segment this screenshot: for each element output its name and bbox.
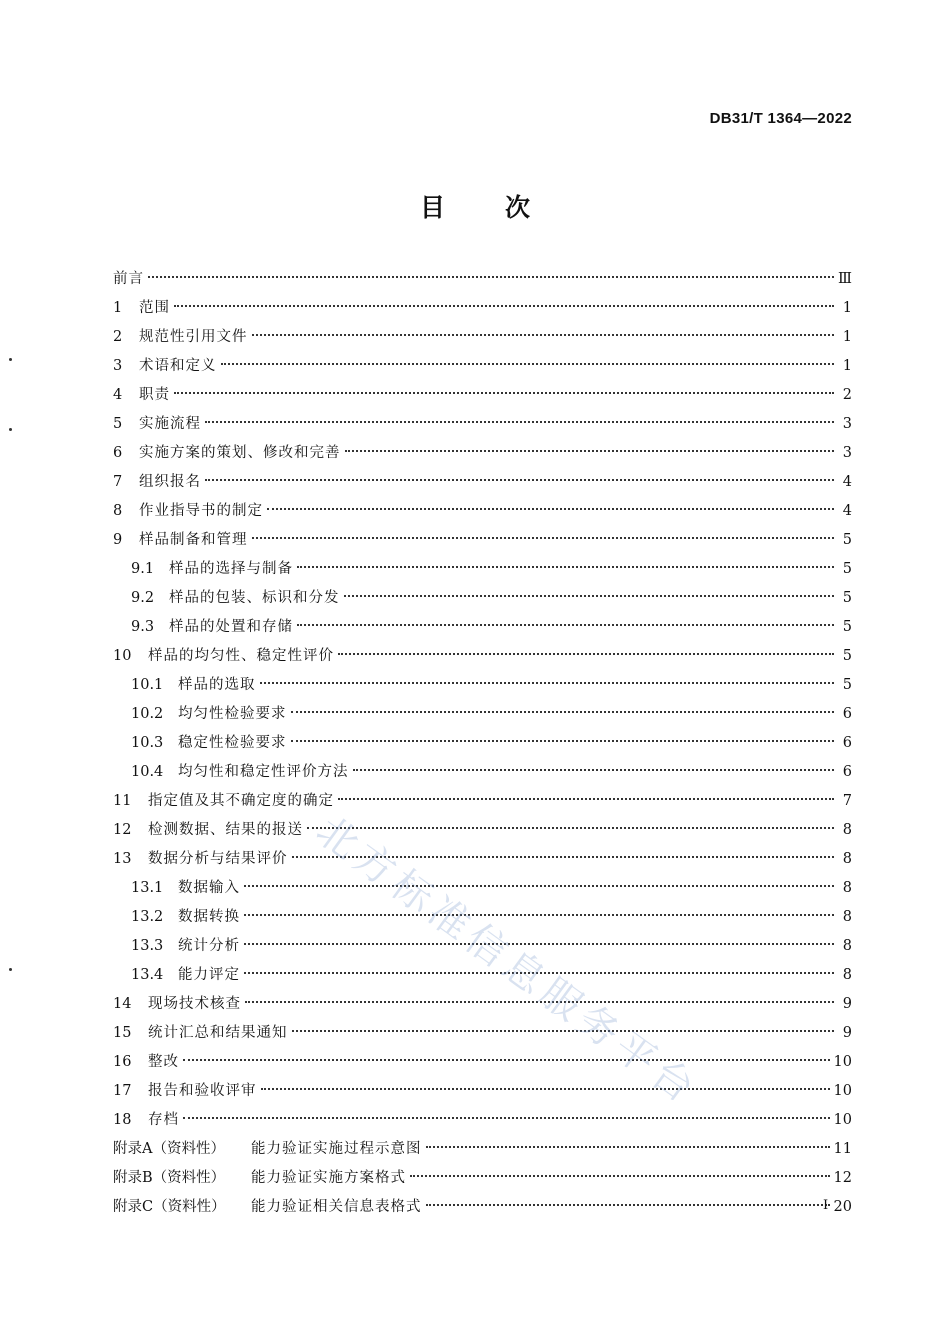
toc-entry[interactable] bbox=[113, 468, 852, 497]
toc-page: 9 bbox=[842, 1025, 852, 1041]
toc-page: 10 bbox=[833, 1112, 852, 1128]
toc-entry-appendix-a[interactable] bbox=[113, 1135, 852, 1164]
toc-entry[interactable] bbox=[113, 874, 852, 903]
toc-entry[interactable] bbox=[113, 642, 852, 671]
toc-label: 样品的选择与制备 bbox=[169, 561, 293, 577]
toc-entry[interactable] bbox=[113, 700, 852, 729]
scan-speck bbox=[9, 358, 12, 361]
toc-entry[interactable] bbox=[113, 816, 852, 845]
toc-entry[interactable] bbox=[113, 845, 852, 874]
toc-entry[interactable] bbox=[113, 381, 852, 410]
toc-entry[interactable] bbox=[113, 584, 852, 613]
toc-page: 3 bbox=[842, 416, 852, 432]
toc-number: 15 bbox=[113, 1025, 132, 1041]
toc-page: 1 bbox=[842, 329, 852, 345]
toc-page: 8 bbox=[842, 851, 852, 867]
toc-entry[interactable] bbox=[113, 410, 852, 439]
toc-page: 12 bbox=[833, 1170, 852, 1186]
toc-number: 18 bbox=[113, 1112, 132, 1128]
toc-entry[interactable] bbox=[113, 729, 852, 758]
toc-page: 1 bbox=[842, 358, 852, 374]
toc-number: 10 bbox=[113, 648, 132, 664]
toc-label: 样品制备和管理 bbox=[139, 532, 248, 548]
toc-number: 8 bbox=[113, 503, 123, 519]
toc-number: 9.3 bbox=[131, 619, 155, 635]
toc-label: 组织报名 bbox=[139, 474, 201, 490]
toc-page: 10 bbox=[833, 1054, 852, 1070]
toc-label: 报告和验收评审 bbox=[148, 1083, 257, 1099]
dot-leader bbox=[297, 566, 834, 568]
page-title bbox=[0, 188, 950, 224]
toc-label: 统计分析 bbox=[178, 938, 240, 954]
toc-label: 实施方案的策划、修改和完善 bbox=[139, 445, 341, 461]
dot-leader bbox=[291, 740, 835, 742]
toc-entry[interactable] bbox=[113, 613, 852, 642]
toc-page: 2 bbox=[842, 387, 852, 403]
toc-label: 指定值及其不确定度的确定 bbox=[148, 793, 334, 809]
dot-leader bbox=[205, 421, 834, 423]
toc-entry[interactable] bbox=[113, 1048, 852, 1077]
toc-number: 16 bbox=[113, 1054, 132, 1070]
toc-page: 20 bbox=[833, 1199, 852, 1215]
toc-entry-foreword[interactable] bbox=[113, 265, 852, 294]
toc-label: 整改 bbox=[148, 1054, 179, 1070]
toc-entry[interactable] bbox=[113, 787, 852, 816]
toc-entry-appendix-b[interactable] bbox=[113, 1164, 852, 1193]
toc-label: 检测数据、结果的报送 bbox=[148, 822, 303, 838]
toc-label: 实施流程 bbox=[139, 416, 201, 432]
toc-label: 样品的选取 bbox=[178, 677, 256, 693]
toc-label: 能力验证实施方案格式 bbox=[251, 1170, 406, 1186]
toc-page: 5 bbox=[842, 590, 852, 606]
toc-page: 8 bbox=[842, 967, 852, 983]
dot-leader bbox=[252, 537, 835, 539]
toc-number: 14 bbox=[113, 996, 132, 1012]
toc-label: 作业指导书的制定 bbox=[139, 503, 263, 519]
dot-leader bbox=[261, 1088, 830, 1090]
watermark: 北方标准信息服务平台 bbox=[307, 807, 707, 1115]
dot-leader bbox=[267, 508, 834, 510]
toc-number: 10.1 bbox=[131, 677, 164, 693]
dot-leader bbox=[148, 276, 834, 278]
toc-label: 样品的均匀性、稳定性评价 bbox=[148, 648, 334, 664]
dot-leader bbox=[244, 914, 834, 916]
dot-leader bbox=[344, 595, 835, 597]
toc-page: 8 bbox=[842, 938, 852, 954]
toc-label: 范围 bbox=[139, 300, 170, 316]
toc-number: 13.1 bbox=[131, 880, 164, 896]
dot-leader bbox=[260, 682, 835, 684]
toc-number: 13 bbox=[113, 851, 132, 867]
toc-entry[interactable] bbox=[113, 294, 852, 323]
toc-label: 均匀性检验要求 bbox=[178, 706, 287, 722]
toc-entry[interactable] bbox=[113, 1077, 852, 1106]
toc-number: 10.4 bbox=[131, 764, 164, 780]
table-of-contents bbox=[113, 265, 852, 1222]
dot-leader bbox=[338, 653, 834, 655]
toc-label: 均匀性和稳定性评价方法 bbox=[178, 764, 349, 780]
toc-label: 稳定性检验要求 bbox=[178, 735, 287, 751]
toc-number: 附录B（资料性） bbox=[113, 1170, 226, 1186]
toc-number: 9.1 bbox=[131, 561, 155, 577]
dot-leader bbox=[297, 624, 834, 626]
toc-entry[interactable] bbox=[113, 352, 852, 381]
dot-leader bbox=[307, 827, 834, 829]
toc-number: 3 bbox=[113, 358, 123, 374]
toc-label: 规范性引用文件 bbox=[139, 329, 248, 345]
title-char-2: 次 bbox=[505, 193, 531, 222]
toc-number: 12 bbox=[113, 822, 132, 838]
toc-label: 能力验证实施过程示意图 bbox=[251, 1141, 422, 1157]
toc-page: 8 bbox=[842, 822, 852, 838]
toc-number: 13.2 bbox=[131, 909, 164, 925]
dot-leader bbox=[426, 1204, 830, 1206]
toc-label: 数据输入 bbox=[178, 880, 240, 896]
toc-number: 4 bbox=[113, 387, 123, 403]
toc-entry-appendix-c[interactable] bbox=[113, 1193, 852, 1222]
toc-entry[interactable] bbox=[113, 497, 852, 526]
dot-leader bbox=[174, 305, 834, 307]
scan-speck bbox=[9, 968, 12, 971]
toc-number: 1 bbox=[113, 300, 123, 316]
dot-leader bbox=[205, 479, 834, 481]
toc-entry[interactable] bbox=[113, 555, 852, 584]
dot-leader bbox=[244, 885, 834, 887]
toc-entry[interactable] bbox=[113, 671, 852, 700]
toc-entry[interactable] bbox=[113, 1106, 852, 1135]
toc-number: 13.4 bbox=[131, 967, 164, 983]
dot-leader bbox=[410, 1175, 830, 1177]
toc-page: 7 bbox=[842, 793, 852, 809]
toc-number: 11 bbox=[113, 793, 132, 809]
toc-number: 10.2 bbox=[131, 706, 164, 722]
toc-number: 17 bbox=[113, 1083, 132, 1099]
dot-leader bbox=[338, 798, 834, 800]
page-number: I bbox=[823, 1198, 829, 1213]
toc-label: 样品的处置和存储 bbox=[169, 619, 293, 635]
toc-label: 数据分析与结果评价 bbox=[148, 851, 288, 867]
toc-label: 能力评定 bbox=[178, 967, 240, 983]
toc-label: 前言 bbox=[113, 271, 144, 287]
dot-leader bbox=[345, 450, 835, 452]
toc-label: 样品的包装、标识和分发 bbox=[169, 590, 340, 606]
toc-entry[interactable] bbox=[113, 439, 852, 468]
toc-number: 9.2 bbox=[131, 590, 155, 606]
toc-page: Ⅲ bbox=[838, 271, 852, 287]
toc-page: 8 bbox=[842, 909, 852, 925]
toc-entry[interactable] bbox=[113, 1019, 852, 1048]
dot-leader bbox=[426, 1146, 830, 1148]
toc-entry[interactable] bbox=[113, 758, 852, 787]
toc-page: 8 bbox=[842, 880, 852, 896]
toc-number: 2 bbox=[113, 329, 123, 345]
toc-label: 术语和定义 bbox=[139, 358, 217, 374]
dot-leader bbox=[174, 392, 834, 394]
toc-number: 10.3 bbox=[131, 735, 164, 751]
toc-label: 现场技术核查 bbox=[148, 996, 241, 1012]
toc-page: 4 bbox=[842, 503, 852, 519]
toc-page: 5 bbox=[842, 561, 852, 577]
toc-number: 5 bbox=[113, 416, 123, 432]
dot-leader bbox=[353, 769, 835, 771]
toc-entry[interactable] bbox=[113, 323, 852, 352]
dot-leader bbox=[291, 711, 835, 713]
toc-label: 存档 bbox=[148, 1112, 179, 1128]
toc-number: 13.3 bbox=[131, 938, 164, 954]
toc-number: 7 bbox=[113, 474, 123, 490]
title-char-1: 目 bbox=[419, 193, 445, 222]
toc-page: 4 bbox=[842, 474, 852, 490]
toc-page: 5 bbox=[842, 532, 852, 548]
toc-entry[interactable] bbox=[113, 526, 852, 555]
toc-label: 统计汇总和结果通知 bbox=[148, 1025, 288, 1041]
scan-speck bbox=[9, 428, 12, 431]
toc-page: 6 bbox=[842, 706, 852, 722]
dot-leader bbox=[221, 363, 835, 365]
dot-leader bbox=[183, 1117, 830, 1119]
toc-number: 6 bbox=[113, 445, 123, 461]
toc-page: 5 bbox=[842, 648, 852, 664]
toc-page: 1 bbox=[842, 300, 852, 316]
toc-page: 6 bbox=[842, 735, 852, 751]
toc-page: 5 bbox=[842, 619, 852, 635]
toc-page: 9 bbox=[842, 996, 852, 1012]
dot-leader bbox=[183, 1059, 830, 1061]
toc-number: 9 bbox=[113, 532, 123, 548]
toc-page: 5 bbox=[842, 677, 852, 693]
toc-page: 3 bbox=[842, 445, 852, 461]
toc-label: 能力验证相关信息表格式 bbox=[251, 1199, 422, 1215]
standard-code: DB31/T 1364—2022 bbox=[709, 110, 852, 127]
toc-number: 附录A（资料性） bbox=[113, 1141, 225, 1157]
toc-entry[interactable] bbox=[113, 990, 852, 1019]
toc-label: 职责 bbox=[139, 387, 170, 403]
toc-number: 附录C（资料性） bbox=[113, 1199, 226, 1215]
dot-leader bbox=[252, 334, 835, 336]
toc-page: 11 bbox=[833, 1141, 852, 1157]
toc-page: 10 bbox=[833, 1083, 852, 1099]
toc-page: 6 bbox=[842, 764, 852, 780]
toc-label: 数据转换 bbox=[178, 909, 240, 925]
